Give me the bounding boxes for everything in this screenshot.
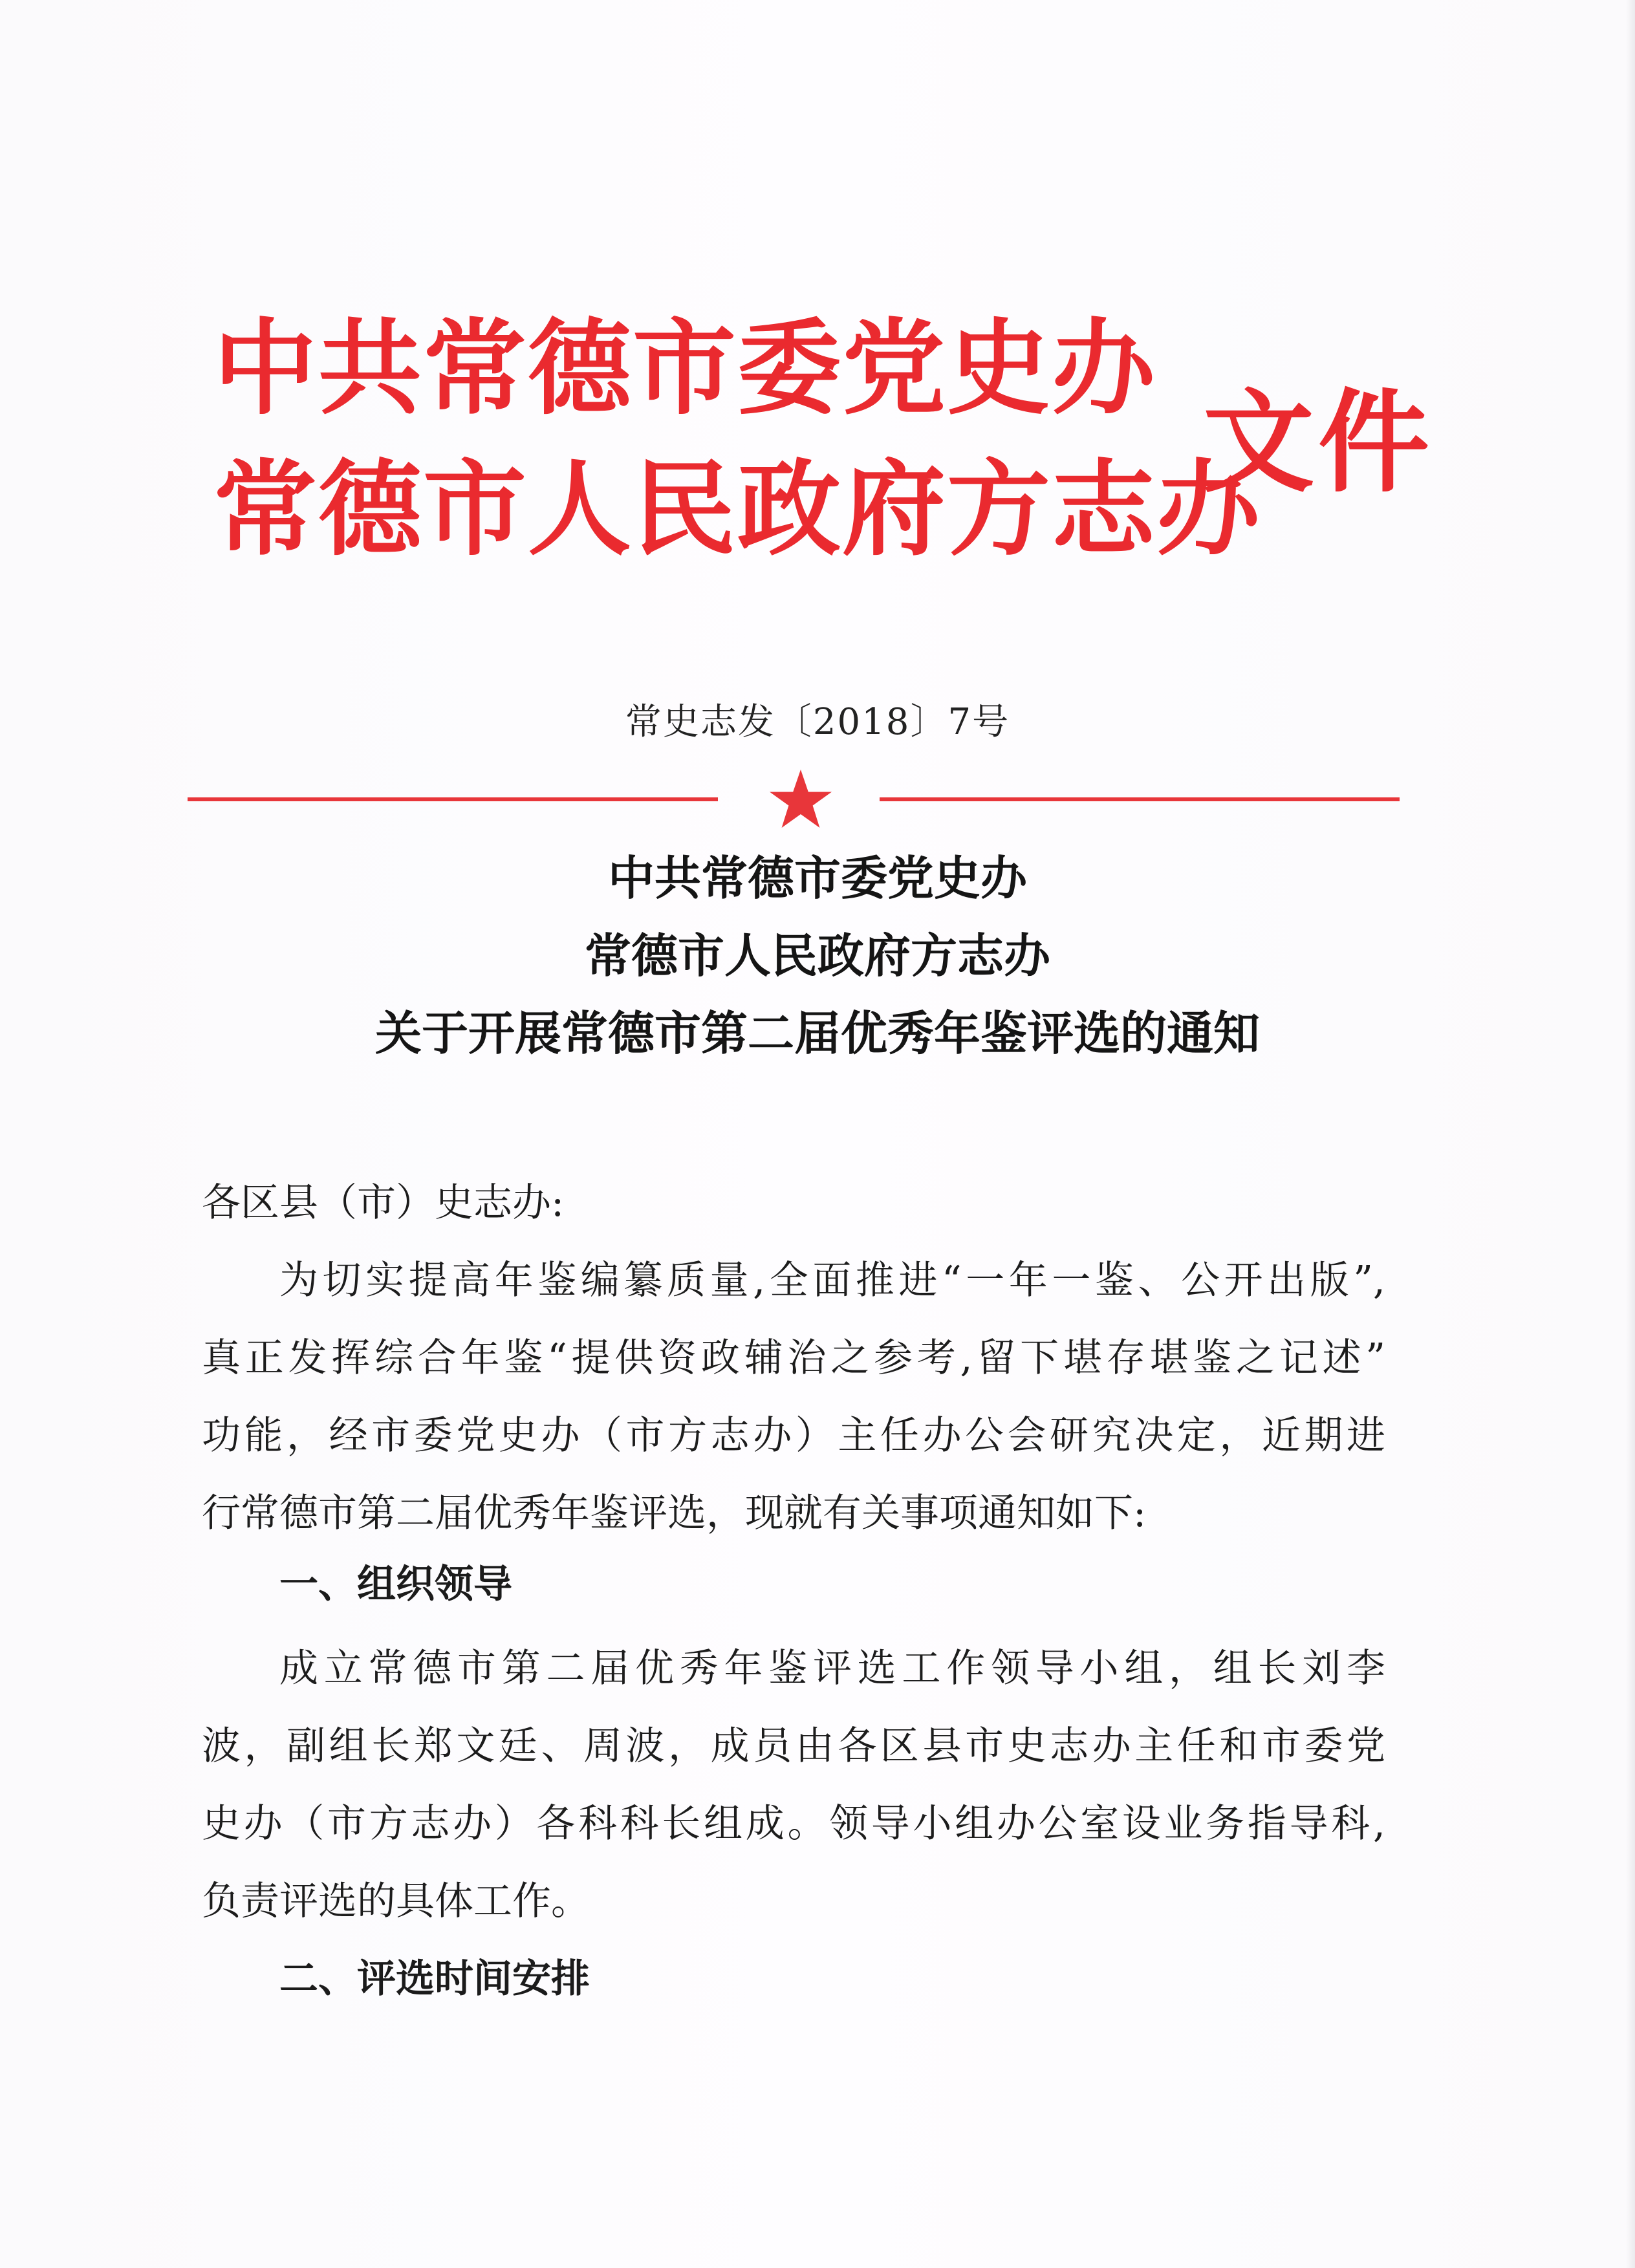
red-divider-left (188, 797, 718, 801)
document-number: 常史志发〔2018〕7号 (625, 701, 1010, 743)
section-1-heading: 一、组织领导 (279, 1562, 512, 1607)
intro-line-1: 为切实提高年鉴编纂质量,全面推进“一年一鉴、公开出版”, (279, 1258, 1385, 1303)
salutation: 各区县（市）史志办: (202, 1180, 565, 1226)
intro-line-3: 功能，经市委党史办（市方志办）主任办公会研究决定，近期进 (202, 1413, 1385, 1458)
document-title-line-3: 关于开展常德市第二届优秀年鉴评选的通知 (374, 1006, 1260, 1061)
masthead-line-2: 常德市人民政府方志办 (213, 449, 1262, 570)
document-title-line-1: 中共常德市委党史办 (607, 851, 1027, 905)
section-1-line-3: 史办（市方志办）各科科长组成。领导小组办公室设业务指导科, (202, 1801, 1385, 1846)
document-title-line-2: 常德市人民政府方志办 (584, 929, 1050, 983)
page-edge (1626, 0, 1635, 2268)
section-1-line-2: 波，副组长郑文廷、周波，成员由各区县市史志办主任和市委党 (202, 1723, 1385, 1769)
intro-line-2: 真正发挥综合年鉴“提供资政辅治之参考,留下堪存堪鉴之记述” (202, 1335, 1385, 1381)
red-masthead (213, 285, 1507, 621)
masthead-suffix: 文件 (1203, 378, 1433, 508)
masthead-line-1: 中共常德市委党史办 (213, 308, 1157, 429)
red-divider-right (880, 797, 1400, 801)
section-2-heading: 二、评选时间安排 (279, 1956, 590, 2002)
intro-line-4: 行常德市第二届优秀年鉴评选，现就有关事项通知如下: (202, 1491, 1147, 1536)
section-1-line-4: 负责评选的具体工作。 (202, 1879, 590, 1924)
star-icon (768, 768, 833, 830)
section-1-line-1: 成立常德市第二届优秀年鉴评选工作领导小组，组长刘李 (279, 1646, 1385, 1691)
